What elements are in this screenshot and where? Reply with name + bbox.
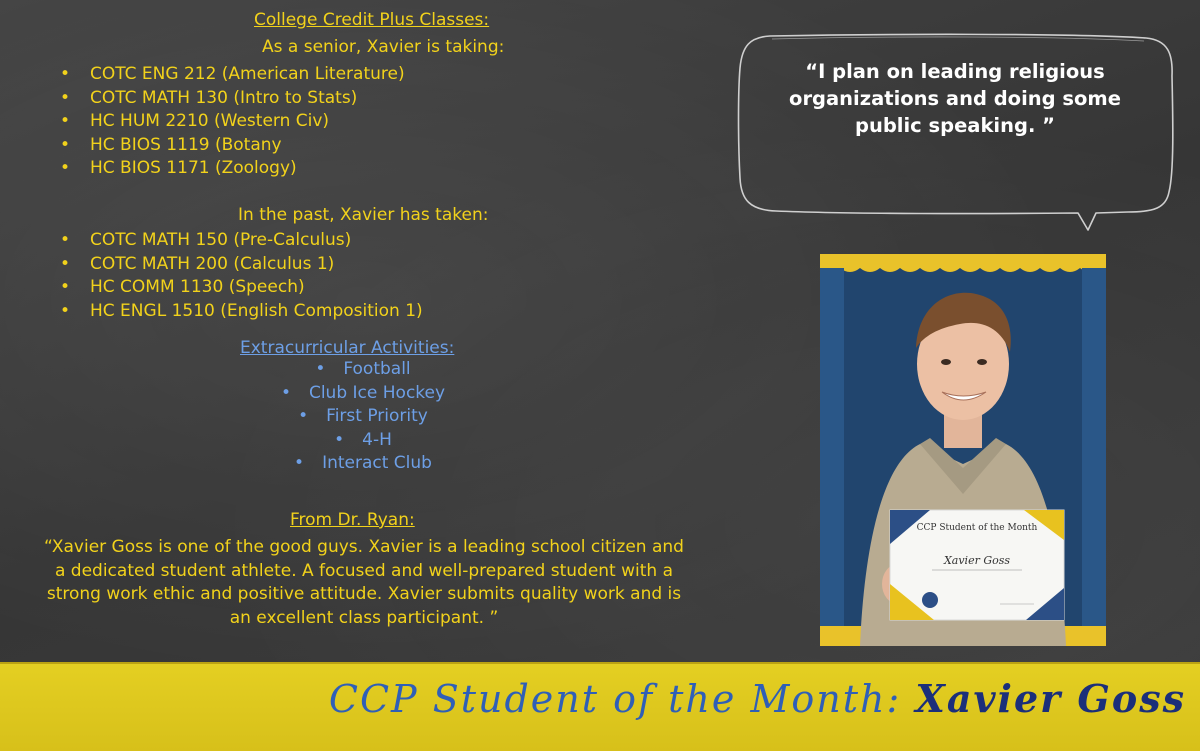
senior-intro: As a senior, Xavier is taking: — [262, 37, 505, 57]
speech-bubble-text: “I plan on leading religious organizations and doing some public speaking. ” — [789, 60, 1121, 137]
list-item: • COTC MATH 150 (Pre-Calculus) — [60, 229, 423, 253]
list-item: • 4-H — [334, 429, 392, 450]
list-item: • HC ENGL 1510 (English Composition 1) — [60, 300, 423, 324]
list-item: • Club Ice Hockey — [280, 382, 446, 403]
banner-name: Xavier Goss — [915, 676, 1186, 721]
certificate-name: Xavier Goss — [943, 554, 1011, 567]
seal-icon — [922, 592, 938, 608]
list-item: • Interact Club — [294, 453, 432, 474]
list-item: • HC BIOS 1171 (Zoology) — [60, 157, 405, 181]
list-item: • First Priority — [298, 406, 428, 427]
list-item: • Football — [315, 359, 411, 379]
list-item: • COTC ENG 212 (American Literature) — [60, 63, 405, 87]
student-photo — [820, 254, 1106, 646]
current-classes-list — [60, 63, 405, 181]
past-classes-list — [60, 229, 423, 323]
list-item: • HC COMM 1130 (Speech) — [60, 276, 423, 300]
extracurricular-list — [228, 358, 498, 476]
student-photo-illustration — [820, 254, 1106, 646]
list-item: • COTC MATH 200 (Calculus 1) — [60, 253, 423, 277]
recommendation-heading: From Dr. Ryan: — [290, 510, 415, 530]
extracurricular-heading: Extracurricular Activities: — [240, 338, 455, 358]
past-intro: In the past, Xavier has taken: — [238, 205, 489, 225]
list-item: • HC BIOS 1119 (Botany — [60, 134, 405, 158]
banner-prefix: CCP Student of the Month: — [328, 677, 902, 721]
certificate — [890, 510, 1064, 620]
banner-title — [329, 676, 1186, 721]
list-item: • HC HUM 2210 (Western Civ) — [60, 110, 405, 134]
recommendation-quote: “Xavier Goss is one of the good guys. Xavier is a leading school citizen and a dedicated student athlete. A focused and well-prepared student with a strong work ethic and positive attitude. Xavier submits quality work and is an excellent class participant. ” — [44, 537, 684, 628]
ccp-heading: College Credit Plus Classes: — [254, 10, 490, 30]
list-item: • COTC MATH 130 (Intro to Stats) — [60, 87, 405, 111]
certificate-title: CCP Student of the Month — [916, 523, 1038, 533]
